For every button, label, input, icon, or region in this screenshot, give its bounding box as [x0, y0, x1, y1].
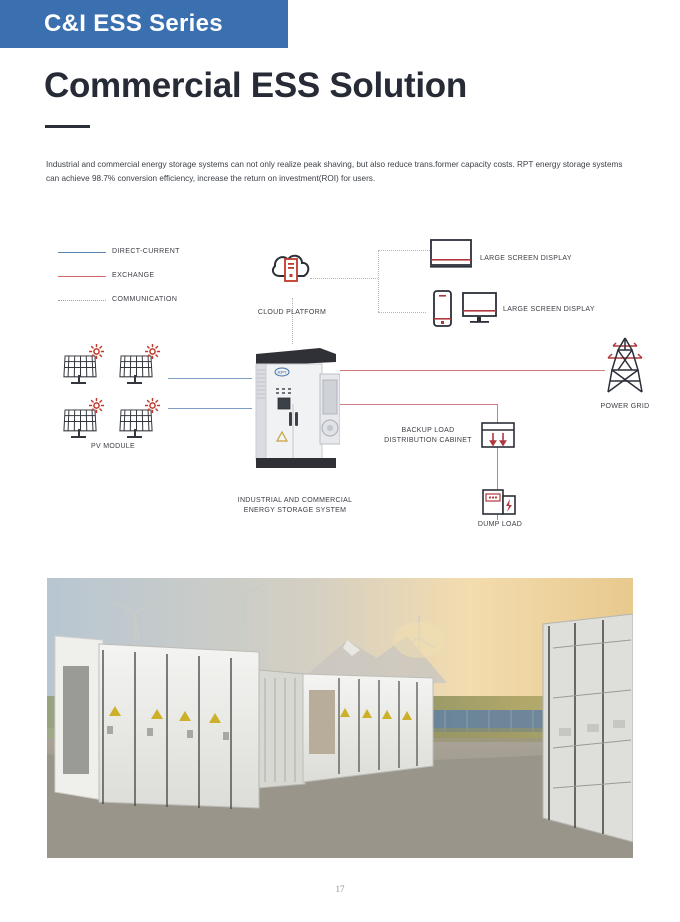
backup-cabinet-label-line1: BACKUP LOAD: [401, 427, 455, 434]
system-diagram: [0, 228, 680, 548]
power-grid-label: POWER GRID: [600, 403, 650, 410]
backup-load-distribution-cabinet-icon: [481, 422, 515, 450]
ac-wire-to-backup: [340, 404, 497, 405]
ess-cabinet-graphic: [250, 344, 340, 474]
legend-swatch-exchange: [58, 276, 106, 277]
title-underline-rule: [45, 125, 90, 128]
svg-text:RPT: RPT: [277, 370, 287, 375]
mobile-phone-icon: [432, 290, 454, 328]
pv-panel-icon: [62, 346, 102, 386]
dump-load-icon: [482, 486, 516, 516]
pv-module-label: PV MODULE: [91, 443, 135, 450]
product-photo: [47, 578, 633, 858]
pv-panel-icon: [62, 400, 102, 440]
comm-line-cloud-to-trunk: [310, 278, 378, 279]
large-screen-display-icon: [430, 238, 474, 270]
large-screen-display-bottom-label: LARGE SCREEN DISPLAY: [503, 306, 595, 313]
comm-line-to-large-screen: [378, 250, 430, 251]
sun-icon: [145, 398, 160, 413]
comm-line-to-devices: [378, 312, 426, 313]
intro-paragraph: Industrial and commercial energy storage systems can not only realize peak shaving, but also reduce trans.former capacity costs. RPT energy storage systems can achieve 98.7% conversion efficiency, increase the return on investment(ROI) for users.: [46, 160, 623, 183]
sun-icon: [89, 398, 104, 413]
cloud-platform-label: CLOUD PLATFORM: [257, 309, 327, 316]
cloud-platform-icon: [268, 246, 316, 288]
backup-cabinet-label-line2: DISTRIBUTION CABINET: [384, 437, 472, 444]
dc-wire-upper: [168, 378, 252, 379]
page-title: Commercial ESS Solution: [44, 66, 467, 105]
desktop-monitor-icon: [462, 292, 498, 326]
legend-label-direct-current: DIRECT-CURRENT: [112, 248, 180, 255]
comm-trunk-vertical: [378, 250, 379, 312]
comm-line-cloud-to-ess: [292, 298, 293, 344]
ess-system-label-line1: INDUSTRIAL AND COMMERCIAL: [237, 497, 353, 504]
legend-swatch-communication: [58, 300, 106, 301]
power-grid-icon: [600, 336, 650, 398]
legend-swatch-direct-current: [58, 252, 106, 253]
series-banner-label: C&I ESS Series: [44, 10, 223, 37]
sun-icon: [145, 344, 160, 359]
legend-label-communication: COMMUNICATION: [112, 296, 178, 303]
dump-load-label: DUMP LOAD: [477, 521, 523, 528]
page-number: 17: [335, 884, 345, 894]
pv-panel-icon: [118, 400, 158, 440]
sun-icon: [89, 344, 104, 359]
ess-system-label-line2: ENERGY STORAGE SYSTEM: [243, 507, 347, 514]
pv-panel-icon: [118, 346, 158, 386]
ac-wire-to-grid: [340, 370, 605, 371]
series-banner: [0, 0, 288, 48]
dc-wire-lower: [168, 408, 252, 409]
large-screen-display-top-label: LARGE SCREEN DISPLAY: [480, 255, 572, 262]
legend-label-exchange: EXCHANGE: [112, 272, 155, 279]
